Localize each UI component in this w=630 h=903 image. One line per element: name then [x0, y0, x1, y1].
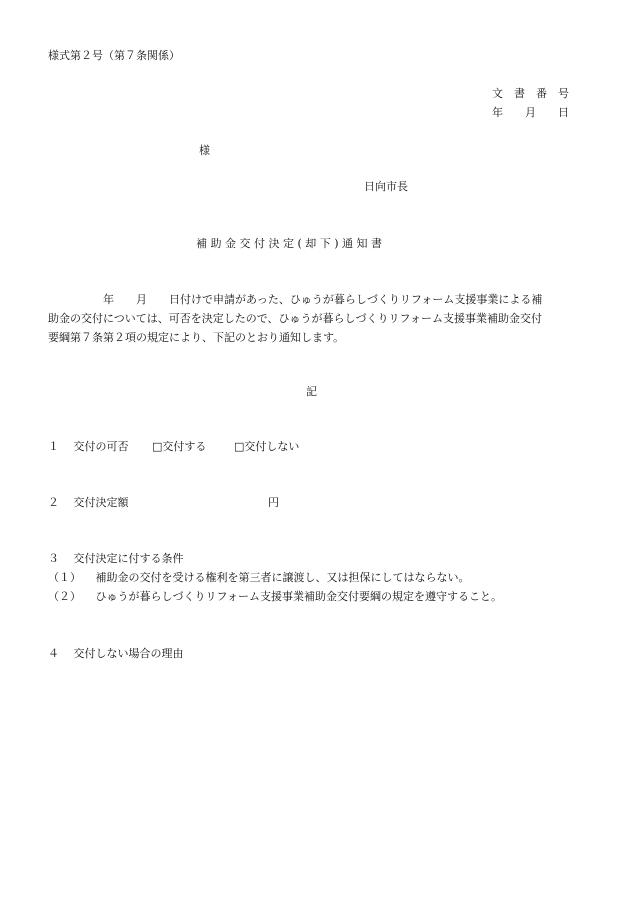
sender-name: 日向市長	[364, 180, 408, 193]
item-label: 交付の可否	[73, 440, 129, 453]
ki-heading: 記	[306, 385, 317, 398]
amount-unit: 円	[268, 496, 279, 509]
item-number: ２	[48, 496, 59, 509]
item-approval	[48, 441, 129, 452]
condition-item	[48, 591, 502, 602]
date-label: 年 月 日	[492, 106, 569, 119]
document-title: 補 助 金 交 付 決 定 ( 却 下 ) 通 知 書	[196, 237, 383, 250]
condition-item	[48, 572, 470, 583]
reject-checkbox[interactable]: □交付しない	[234, 440, 300, 453]
item-label: 交付しない場合の理由	[73, 647, 184, 660]
body-line: 助金の交付については、可否を決定したので、ひゅうが暮らしづくりリフォーム支援事業補助金交付	[48, 312, 543, 325]
approve-checkbox[interactable]: □交付する	[152, 440, 207, 453]
form-number: 様式第２号（第７条関係）	[48, 49, 180, 62]
body-paragraph	[48, 290, 578, 347]
item-number: ４	[48, 647, 59, 660]
item-number: １	[48, 440, 59, 453]
body-line: 年 月 日付けで申請があった、ひゅうが暮らしづくりリフォーム支援事業による補	[48, 293, 543, 306]
item-reason	[48, 648, 184, 659]
item-amount	[48, 497, 129, 508]
condition-text: ひゅうが暮らしづくりリフォーム支援事業補助金交付要綱の規定を遵守すること。	[95, 590, 502, 603]
item-conditions	[48, 553, 184, 564]
body-line: 要綱第７条第２項の規定により、下記のとおり通知します。	[48, 331, 345, 344]
document-number-label: 文 書 番 号	[492, 87, 569, 100]
recipient-suffix: 様	[199, 144, 210, 157]
condition-number: （２）	[48, 590, 81, 603]
item-label: 交付決定額	[73, 496, 129, 509]
item-label: 交付決定に付する条件	[73, 552, 184, 565]
condition-number: （１）	[48, 571, 81, 584]
condition-text: 補助金の交付を受ける権利を第三者に譲渡し、又は担保にしてはならない。	[95, 571, 470, 584]
item-number: ３	[48, 552, 59, 565]
